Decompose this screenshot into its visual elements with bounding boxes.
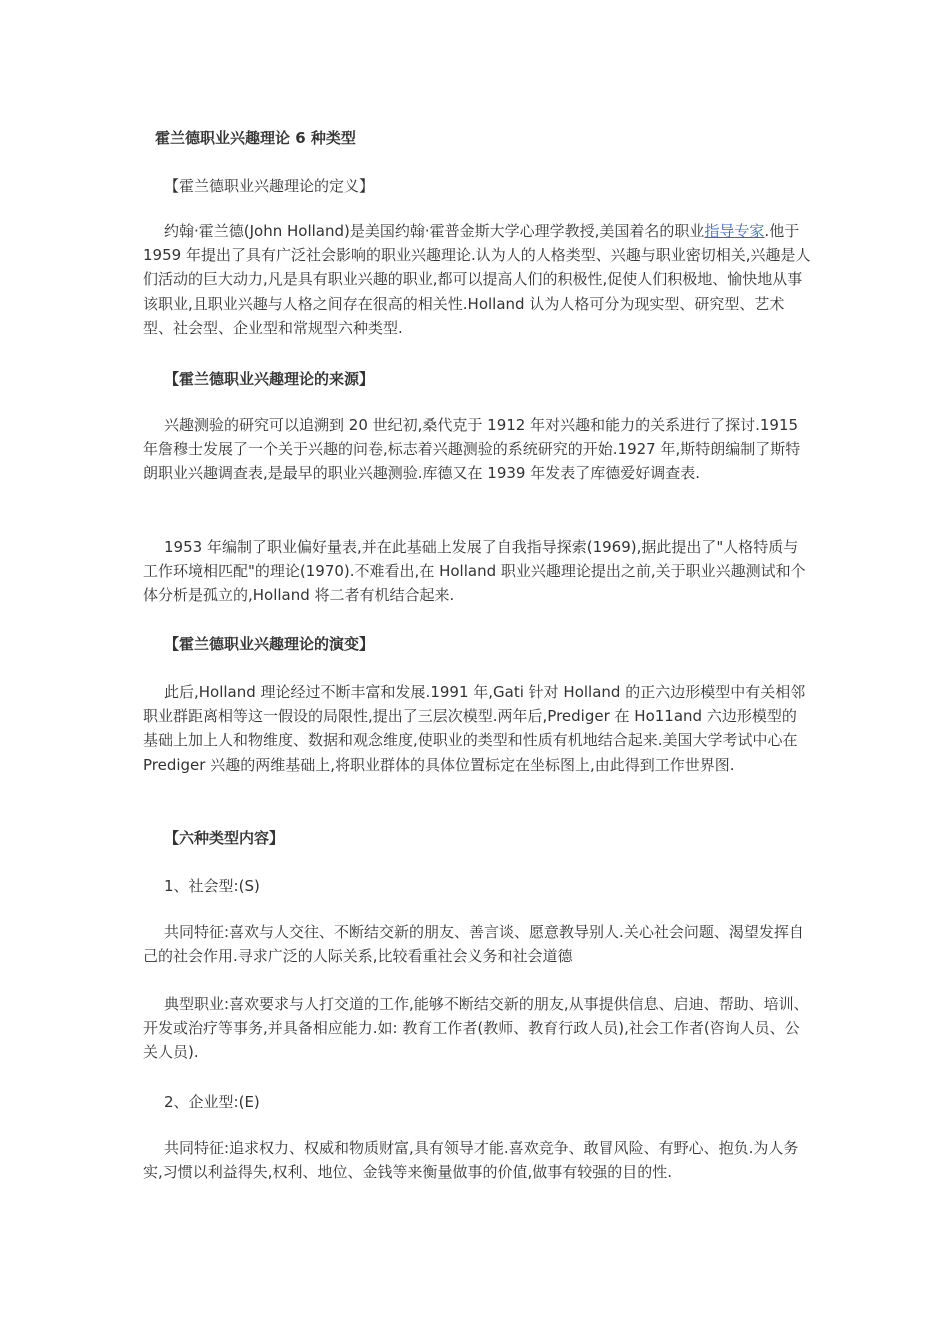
evolution-paragraph: [143, 680, 811, 777]
definition-heading: 【霍兰德职业兴趣理论的定义】: [164, 177, 375, 195]
definition-text: [143, 219, 811, 340]
enterprise-type-label: 2、企业型:(E): [164, 1093, 260, 1111]
social-traits-text: 共同特征:喜欢与人交往、不断结交新的朋友、善言谈、愿意教导别人.关心社会问题、渴望发挥自己的社会作用.寻求广泛的人际关系,比较看重社会义务和社会道德: [143, 923, 804, 966]
origin-heading: 【霍兰德职业兴趣理论的来源】: [164, 370, 375, 388]
enterprise-traits-paragraph: [143, 1136, 811, 1184]
types-heading: 【六种类型内容】: [164, 829, 285, 847]
origin-text-2: 1953 年编制了职业偏好量表,并在此基础上发展了自我指导探索(1969),据此提出了"人格特质与工作环境相匹配"的理论(1970).不难看出,在 Holland 职业兴趣理论提出之前,关于职业兴趣测试和个体分析是孤立的,Holland 将二者有机结合起来.: [143, 538, 806, 605]
evolution-heading: 【霍兰德职业兴趣理论的演变】: [164, 635, 375, 653]
origin-paragraph-2: [143, 535, 811, 608]
definition-text-before-link: 约翰·霍兰德(John Holland)是美国约翰·霍普金斯大学心理学教授,美国着名的职业: [164, 222, 705, 240]
social-traits-paragraph: [143, 920, 811, 968]
social-type-label: 1、社会型:(S): [164, 877, 260, 895]
definition-text-after-link: .他于 1959 年提出了具有广泛社会影响的职业兴趣理论.认为人的人格类型、兴趣与职业密切相关,兴趣是人们活动的巨大动力,凡是具有职业兴趣的职业,都可以提高人们的积极性,促使人们积极地、愉快地从事该职业,且职业兴趣与人格之间存在很高的相关性.Holland 认为人格可分为现实型、研究型、艺术型、社会型、企业型和常规型六种类型.: [143, 222, 811, 337]
origin-paragraph-1: [143, 413, 811, 486]
document-title: 霍兰德职业兴趣理论 6 种类型: [155, 129, 356, 147]
enterprise-traits-text: 共同特征:追求权力、权威和物质财富,具有领导才能.喜欢竞争、敢冒风险、有野心、抱负.为人务实,习惯以利益得失,权利、地位、金钱等来衡量做事的价值,做事有较强的目的性.: [143, 1139, 799, 1182]
definition-paragraph: [143, 219, 811, 340]
origin-text-1: 兴趣测验的研究可以追溯到 20 世纪初,桑代克于 1912 年对兴趣和能力的关系进行了探讨.1915 年詹穆士发展了一个关于兴趣的问卷,标志着兴趣测验的系统研究的开始.1927 年,斯特朗编制了斯特朗职业兴趣调查表,是最早的职业兴趣测验.库德又在 1939 年发表了库德爱好调查表.: [143, 416, 801, 483]
evolution-text: 此后,Holland 理论经过不断丰富和发展.1991 年,Gati 针对 Holland 的正六边形模型中有关相邻职业群距离相等这一假设的局限性,提出了三层次模型.两年后,Prediger 在 Ho11and 六边形模型的基础上加上人和物维度、数据和观念维度,使职业的类型和性质有机地结合起来.美国大学考试中心在 Prediger 兴趣的两维基础上,将职业群体的具体位置标定在坐标图上,由此得到工作世界图.: [143, 683, 806, 774]
social-jobs-paragraph: [143, 992, 811, 1065]
social-jobs-text: 典型职业:喜欢要求与人打交道的工作,能够不断结交新的朋友,从事提供信息、启迪、帮助、培训、开发或治疗等事务,并具备相应能力.如: 教育工作者(教师、教育行政人员),社会工作者(咨询人员、公关人员).: [143, 995, 809, 1062]
expert-link[interactable]: 指导专家: [704, 222, 765, 240]
